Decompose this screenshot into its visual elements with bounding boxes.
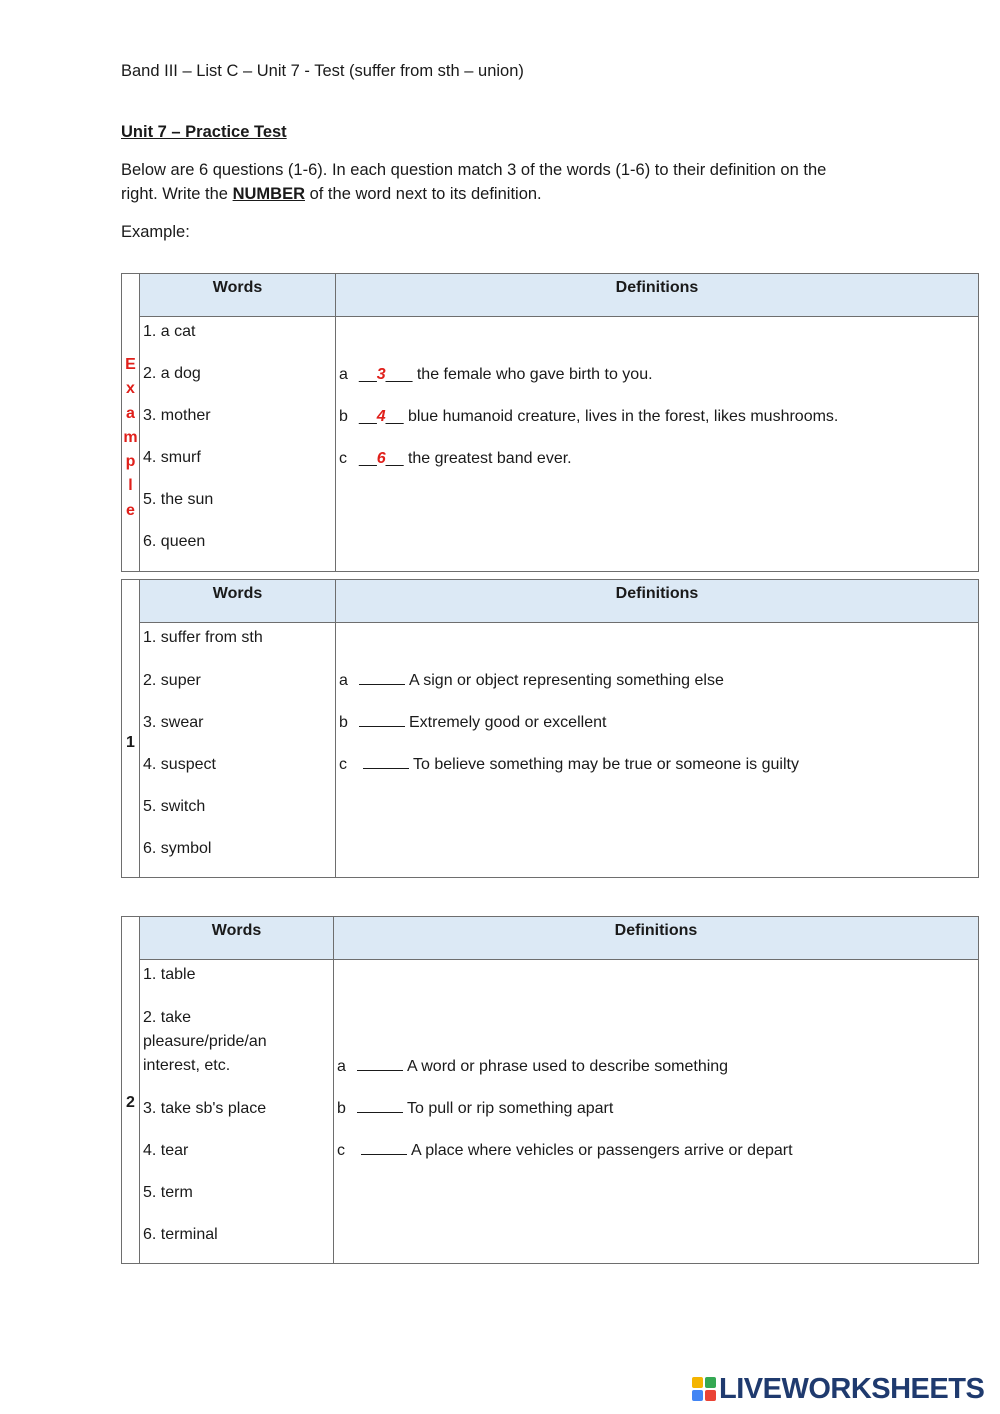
- definitions-header: Definitions: [336, 274, 978, 317]
- definition-item: b Extremely good or excellent: [339, 714, 607, 731]
- words-header: Words: [139, 917, 334, 960]
- words-header: Words: [139, 580, 336, 623]
- definition-item: a __3___ the female who gave birth to you.: [339, 366, 653, 383]
- definition-item: a A word or phrase used to describe something: [337, 1058, 729, 1075]
- answer-blank[interactable]: [361, 1140, 407, 1155]
- definition-item: c __6__ the greatest band ever.: [339, 450, 572, 467]
- word-item: 5. term: [143, 1184, 193, 1201]
- question-1-table: [121, 579, 979, 878]
- word-item: 5. the sun: [143, 491, 214, 508]
- word-item: 2. a dog: [143, 365, 201, 382]
- word-item: 3. mother: [143, 407, 211, 424]
- answer-blank[interactable]: [357, 1098, 403, 1113]
- word-item: 4. suspect: [143, 756, 216, 773]
- answer-blank[interactable]: [357, 1056, 403, 1071]
- word-item: 5. switch: [143, 798, 206, 815]
- answer-blank[interactable]: [359, 670, 405, 685]
- section-title: Unit 7 – Practice Test: [121, 123, 287, 141]
- liveworksheets-logo: [692, 1372, 984, 1406]
- word-item: 4. smurf: [143, 449, 201, 466]
- word-item: 6. symbol: [143, 840, 212, 857]
- word-item: 6. queen: [143, 533, 206, 550]
- example-answer: 4: [376, 408, 386, 425]
- example-vertical-label: E x a m p l e: [123, 356, 138, 519]
- definition-item: b __4__ blue humanoid creature, lives in the forest, likes mushrooms.: [339, 408, 839, 425]
- definition-item: b To pull or rip something apart: [337, 1100, 614, 1117]
- logo-mark-icon: [692, 1377, 716, 1401]
- answer-blank[interactable]: [359, 712, 405, 727]
- word-item: 2. take pleasure/pride/an interest, etc.: [143, 1009, 267, 1074]
- example-answer: 3: [376, 366, 386, 383]
- word-item: 1. suffer from sth: [143, 629, 263, 646]
- definitions-header: Definitions: [334, 917, 978, 960]
- logo-text: LIVEWORKSHEETS: [719, 1372, 985, 1405]
- example-table: [121, 273, 979, 572]
- logo-square: [705, 1377, 716, 1388]
- word-item: 3. swear: [143, 714, 204, 731]
- logo-square: [692, 1390, 703, 1401]
- words-header: Words: [139, 274, 336, 317]
- answer-blank[interactable]: [363, 754, 409, 769]
- instructions: Below are 6 questions (1-6). In each question match 3 of the words (1-6) to their definition on the right. Write the NUMBER of the word next to its definition.: [121, 161, 827, 203]
- definition-item: c To believe something may be true or someone is guilty: [339, 756, 799, 773]
- example-label: Example:: [121, 223, 190, 241]
- word-item: 4. tear: [143, 1142, 189, 1159]
- example-answer: 6: [376, 450, 386, 467]
- word-item: 1. a cat: [143, 323, 196, 340]
- word-item: 6. terminal: [143, 1226, 218, 1243]
- question-number: 2: [126, 1094, 135, 1111]
- definition-item: c A place where vehicles or passengers arrive or depart: [337, 1142, 793, 1159]
- word-item: 1. table: [143, 966, 196, 983]
- definition-item: a A sign or object representing something else: [339, 672, 724, 689]
- word-item: 2. super: [143, 672, 201, 689]
- question-2-table: [121, 916, 979, 1264]
- definitions-header: Definitions: [336, 580, 978, 623]
- logo-square: [705, 1390, 716, 1401]
- instructions-emphasis: NUMBER: [232, 185, 305, 203]
- logo-square: [692, 1377, 703, 1388]
- question-number: 1: [126, 734, 135, 751]
- document-header: Band III – List C – Unit 7 - Test (suffer from sth – union): [121, 62, 524, 80]
- word-item: 3. take sb's place: [143, 1100, 267, 1117]
